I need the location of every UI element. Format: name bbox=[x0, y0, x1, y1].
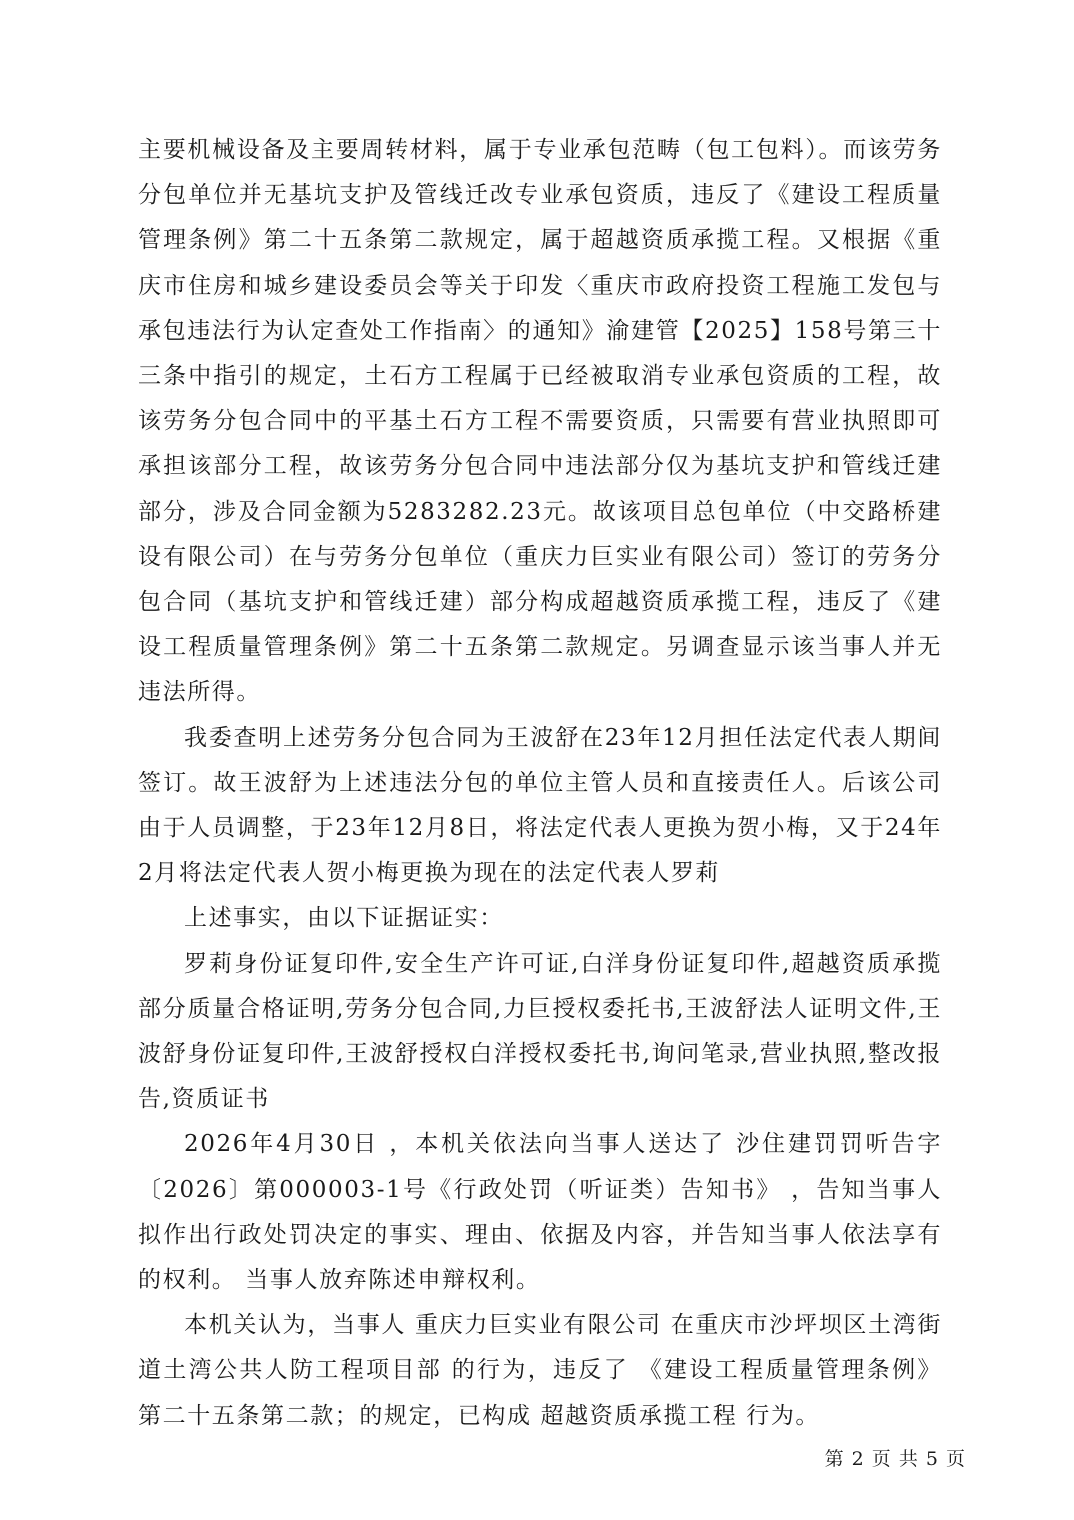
paragraph-notice-delivery: 2026年4月30日 ，本机关依法向当事人送达了 沙住建罚罚听告字〔2026〕第000003-1号《行政处罚（听证类）告知书》 ，告知当事人拟作出行政处罚决定的事实、理由、依据及内容，并告知当事人依法享有的权利。 当事人放弃陈述申辩权利。 bbox=[138, 1131, 942, 1294]
paragraph-authority-finding: 本机关认为，当事人 重庆力巨实业有限公司 在重庆市沙坪坝区土湾街道土湾公共人防工程项目部 的行为，违反了 《建设工程质量管理条例》第二十五条第二款；的规定，已构成 超越资质承揽工程 行为。 bbox=[138, 1312, 942, 1429]
paragraph-evidence-list: 罗莉身份证复印件,安全生产许可证,白洋身份证复印件,超越资质承揽部分质量合格证明,劳务分包合同,力巨授权委托书,王波舒法人证明文件,王波舒身份证复印件,王波舒授权白洋授权委托书,询问笔录,营业执照,整改报告,资质证书 bbox=[138, 950, 942, 1113]
page-number-footer bbox=[825, 1444, 966, 1471]
document-body bbox=[138, 128, 942, 1439]
paragraph-responsible-person: 我委查明上述劳务分包合同为王波舒在23年12月担任法定代表人期间签订。故王波舒为上述违法分包的单位主管人员和直接责任人。后该公司由于人员调整，于23年12月8日，将法定代表人更换为贺小梅，又于24年2月将法定代表人贺小梅更换为现在的法定代表人罗莉 bbox=[138, 724, 942, 887]
paragraph-evidence-heading: 上述事实，由以下证据证实： bbox=[184, 905, 504, 932]
paragraph-continued-analysis: 主要机械设备及主要周转材料，属于专业承包范畴（包工包料）。而该劳务分包单位并无基坑支护及管线迁改专业承包资质，违反了《建设工程质量管理条例》第二十五条第二款规定，属于超越资质承揽工程。又根据《重庆市住房和城乡建设委员会等关于印发〈重庆市政府投资工程施工发包与承包违法行为认定查处工作指南〉的通知》渝建管【2025】158号第三十三条中指引的规定，土石方工程属于已经被取消专业承包资质的工程，故该劳务分包合同中的平基土石方工程不需要资质，只需要有营业执照即可承担该部分工程，故该劳务分包合同中违法部分仅为基坑支护和管线迁建部分，涉及合同金额为5283282.23元。故该项目总包单位（中交路桥建设有限公司）在与劳务分包单位（重庆力巨实业有限公司）签订的劳务分包合同（基坑支护和管线迁建）部分构成超越资质承揽工程，违反了《建设工程质量管理条例》第二十五条第二款规定。另调查显示该当事人并无违法所得。 bbox=[138, 137, 942, 706]
page-number-label: 第 2 页 共 5 页 bbox=[824, 1448, 966, 1470]
